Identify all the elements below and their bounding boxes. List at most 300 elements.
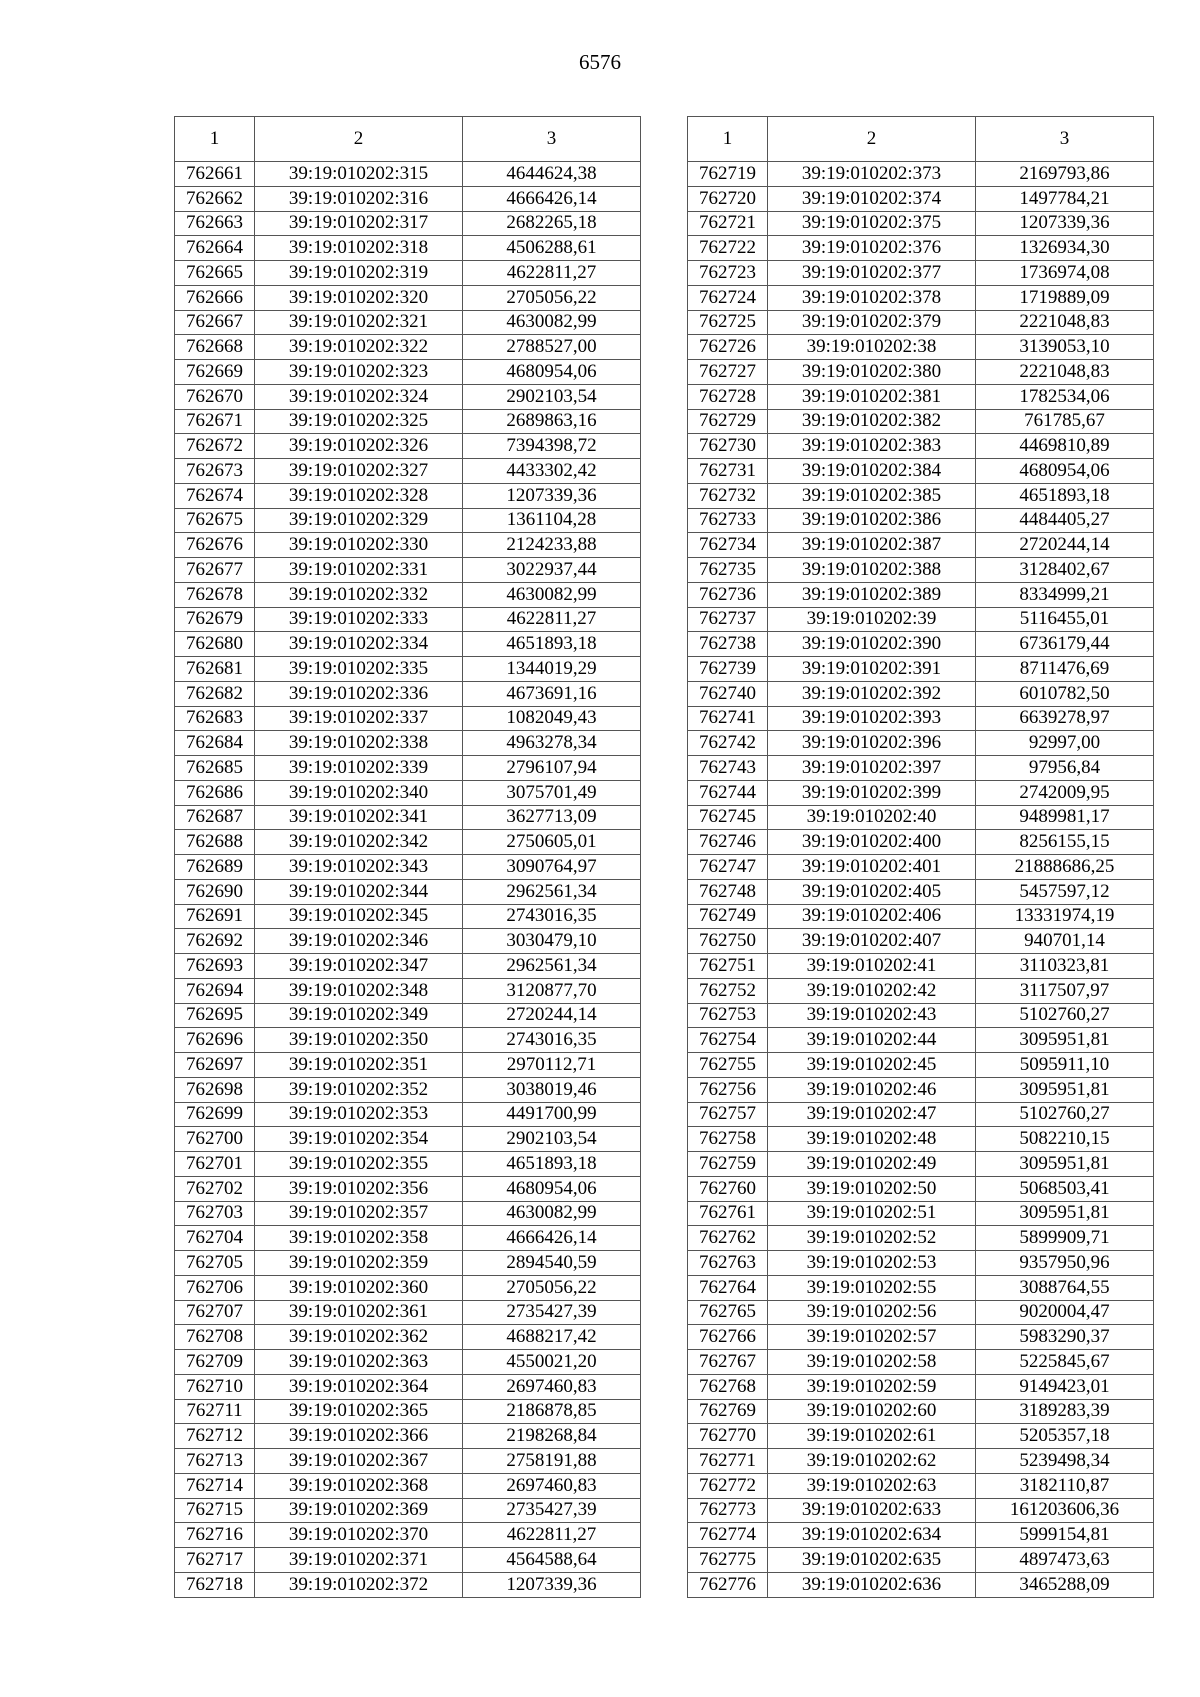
table-row	[688, 459, 1154, 484]
table-row	[688, 1176, 1154, 1201]
row-number-cell: 762714	[175, 1473, 255, 1498]
value-cell: 3465288,09	[976, 1572, 1154, 1597]
row-number-cell: 762732	[688, 483, 768, 508]
row-number-cell: 762742	[688, 731, 768, 756]
row-number-cell: 762673	[175, 459, 255, 484]
table-row	[175, 261, 641, 286]
cadastral-number-cell: 39:19:010202:349	[255, 1003, 463, 1028]
table-row	[175, 211, 641, 236]
table-row	[175, 1325, 641, 1350]
table-row	[175, 879, 641, 904]
cadastral-number-cell: 39:19:010202:636	[768, 1572, 976, 1597]
value-cell: 1361104,28	[463, 508, 641, 533]
value-cell: 940701,14	[976, 929, 1154, 954]
value-cell: 5983290,37	[976, 1325, 1154, 1350]
table-row	[688, 954, 1154, 979]
table-row	[175, 929, 641, 954]
value-cell: 3022937,44	[463, 558, 641, 583]
table-row	[688, 236, 1154, 261]
table-row	[175, 434, 641, 459]
row-number-cell: 762765	[688, 1300, 768, 1325]
table-row	[688, 558, 1154, 583]
row-number-cell: 762661	[175, 162, 255, 187]
cadastral-number-cell: 39:19:010202:634	[768, 1523, 976, 1548]
value-cell: 2735427,39	[463, 1300, 641, 1325]
cadastral-number-cell: 39:19:010202:372	[255, 1572, 463, 1597]
table-row	[175, 904, 641, 929]
table-row	[688, 1201, 1154, 1226]
cadastral-number-cell: 39:19:010202:53	[768, 1251, 976, 1276]
table-row	[175, 409, 641, 434]
row-number-cell: 762718	[175, 1572, 255, 1597]
cadastral-number-cell: 39:19:010202:334	[255, 632, 463, 657]
row-number-cell: 762684	[175, 731, 255, 756]
table-row	[175, 681, 641, 706]
value-cell: 5999154,81	[976, 1523, 1154, 1548]
cadastral-number-cell: 39:19:010202:61	[768, 1424, 976, 1449]
cadastral-number-cell: 39:19:010202:352	[255, 1077, 463, 1102]
row-number-cell: 762760	[688, 1176, 768, 1201]
row-number-cell: 762717	[175, 1548, 255, 1573]
row-number-cell: 762724	[688, 285, 768, 310]
value-cell: 3090764,97	[463, 855, 641, 880]
table-row	[175, 1548, 641, 1573]
cadastral-number-cell: 39:19:010202:341	[255, 805, 463, 830]
value-cell: 4484405,27	[976, 508, 1154, 533]
row-number-cell: 762772	[688, 1473, 768, 1498]
table-row	[175, 1102, 641, 1127]
value-cell: 2221048,83	[976, 360, 1154, 385]
table-row	[175, 1275, 641, 1300]
cadastral-number-cell: 39:19:010202:405	[768, 879, 976, 904]
cadastral-number-cell: 39:19:010202:348	[255, 978, 463, 1003]
cadastral-number-cell: 39:19:010202:355	[255, 1152, 463, 1177]
value-cell: 3095951,81	[976, 1077, 1154, 1102]
cadastral-number-cell: 39:19:010202:344	[255, 879, 463, 904]
cadastral-number-cell: 39:19:010202:366	[255, 1424, 463, 1449]
table-row	[175, 830, 641, 855]
cadastral-number-cell: 39:19:010202:50	[768, 1176, 976, 1201]
cadastral-number-cell: 39:19:010202:46	[768, 1077, 976, 1102]
row-number-cell: 762671	[175, 409, 255, 434]
row-number-cell: 762703	[175, 1201, 255, 1226]
table-row	[688, 855, 1154, 880]
cadastral-number-cell: 39:19:010202:325	[255, 409, 463, 434]
table-row	[688, 929, 1154, 954]
table-row	[688, 211, 1154, 236]
value-cell: 3189283,39	[976, 1399, 1154, 1424]
cadastral-number-cell: 39:19:010202:345	[255, 904, 463, 929]
row-number-cell: 762767	[688, 1350, 768, 1375]
table-row	[688, 1449, 1154, 1474]
table-row	[688, 1424, 1154, 1449]
cadastral-number-cell: 39:19:010202:385	[768, 483, 976, 508]
table-row	[688, 830, 1154, 855]
table-row	[688, 582, 1154, 607]
cadastral-number-cell: 39:19:010202:321	[255, 310, 463, 335]
cadastral-number-cell: 39:19:010202:322	[255, 335, 463, 360]
value-cell: 5082210,15	[976, 1127, 1154, 1152]
value-cell: 5095911,10	[976, 1053, 1154, 1078]
cadastral-number-cell: 39:19:010202:364	[255, 1374, 463, 1399]
cadastral-number-cell: 39:19:010202:397	[768, 756, 976, 781]
value-cell: 4506288,61	[463, 236, 641, 261]
table-row	[175, 533, 641, 558]
table-row	[175, 162, 641, 187]
cadastral-number-cell: 39:19:010202:327	[255, 459, 463, 484]
row-number-cell: 762774	[688, 1523, 768, 1548]
value-cell: 2970112,71	[463, 1053, 641, 1078]
row-number-cell: 762734	[688, 533, 768, 558]
row-number-cell: 762746	[688, 830, 768, 855]
row-number-cell: 762729	[688, 409, 768, 434]
row-number-cell: 762668	[175, 335, 255, 360]
table-row	[175, 1350, 641, 1375]
row-number-cell: 762749	[688, 904, 768, 929]
row-number-cell: 762736	[688, 582, 768, 607]
cadastral-number-cell: 39:19:010202:342	[255, 830, 463, 855]
cadastral-number-cell: 39:19:010202:316	[255, 186, 463, 211]
cadastral-number-cell: 39:19:010202:351	[255, 1053, 463, 1078]
cadastral-number-cell: 39:19:010202:38	[768, 335, 976, 360]
table-row	[688, 1572, 1154, 1597]
cadastral-number-cell: 39:19:010202:376	[768, 236, 976, 261]
cadastral-number-cell: 39:19:010202:354	[255, 1127, 463, 1152]
row-number-cell: 762665	[175, 261, 255, 286]
cadastral-number-cell: 39:19:010202:407	[768, 929, 976, 954]
cadastral-number-cell: 39:19:010202:379	[768, 310, 976, 335]
table-row	[175, 805, 641, 830]
table-row	[175, 1399, 641, 1424]
cadastral-number-cell: 39:19:010202:42	[768, 978, 976, 1003]
cadastral-number-cell: 39:19:010202:360	[255, 1275, 463, 1300]
cadastral-number-cell: 39:19:010202:340	[255, 780, 463, 805]
row-number-cell: 762702	[175, 1176, 255, 1201]
row-number-cell: 762766	[688, 1325, 768, 1350]
cadastral-number-cell: 39:19:010202:339	[255, 756, 463, 781]
row-number-cell: 762682	[175, 681, 255, 706]
cadastral-number-cell: 39:19:010202:336	[255, 681, 463, 706]
table-row	[175, 756, 641, 781]
cadastral-number-cell: 39:19:010202:370	[255, 1523, 463, 1548]
value-cell: 1207339,36	[463, 1572, 641, 1597]
row-number-cell: 762764	[688, 1275, 768, 1300]
row-number-cell: 762685	[175, 756, 255, 781]
value-cell: 1497784,21	[976, 186, 1154, 211]
row-number-cell: 762707	[175, 1300, 255, 1325]
cadastral-number-cell: 39:19:010202:357	[255, 1201, 463, 1226]
row-number-cell: 762719	[688, 162, 768, 187]
cadastral-number-cell: 39:19:010202:363	[255, 1350, 463, 1375]
column-header-3: 3	[463, 117, 641, 162]
cadastral-number-cell: 39:19:010202:401	[768, 855, 976, 880]
row-number-cell: 762672	[175, 434, 255, 459]
table-row	[175, 582, 641, 607]
value-cell: 92997,00	[976, 731, 1154, 756]
value-cell: 3038019,46	[463, 1077, 641, 1102]
value-cell: 2697460,83	[463, 1374, 641, 1399]
table-row	[688, 1350, 1154, 1375]
value-cell: 4491700,99	[463, 1102, 641, 1127]
table-row	[175, 954, 641, 979]
cadastral-number-cell: 39:19:010202:356	[255, 1176, 463, 1201]
cadastral-number-cell: 39:19:010202:51	[768, 1201, 976, 1226]
table-row	[688, 1251, 1154, 1276]
cadastral-number-cell: 39:19:010202:41	[768, 954, 976, 979]
value-cell: 6736179,44	[976, 632, 1154, 657]
cadastral-number-cell: 39:19:010202:396	[768, 731, 976, 756]
cadastral-number-cell: 39:19:010202:633	[768, 1498, 976, 1523]
table-row	[688, 805, 1154, 830]
cadastral-number-cell: 39:19:010202:359	[255, 1251, 463, 1276]
table-row	[688, 310, 1154, 335]
value-cell: 9020004,47	[976, 1300, 1154, 1325]
row-number-cell: 762690	[175, 879, 255, 904]
row-number-cell: 762687	[175, 805, 255, 830]
row-number-cell: 762744	[688, 780, 768, 805]
cadastral-number-cell: 39:19:010202:399	[768, 780, 976, 805]
table-row	[688, 384, 1154, 409]
table-row	[175, 384, 641, 409]
row-number-cell: 762697	[175, 1053, 255, 1078]
value-cell: 4630082,99	[463, 582, 641, 607]
row-number-cell: 762726	[688, 335, 768, 360]
row-number-cell: 762743	[688, 756, 768, 781]
cadastral-number-cell: 39:19:010202:59	[768, 1374, 976, 1399]
value-cell: 4644624,38	[463, 162, 641, 187]
value-cell: 1326934,30	[976, 236, 1154, 261]
value-cell: 7394398,72	[463, 434, 641, 459]
row-number-cell: 762753	[688, 1003, 768, 1028]
cadastral-number-cell: 39:19:010202:380	[768, 360, 976, 385]
value-cell: 2186878,85	[463, 1399, 641, 1424]
value-cell: 2796107,94	[463, 756, 641, 781]
cadastral-number-cell: 39:19:010202:365	[255, 1399, 463, 1424]
value-cell: 3128402,67	[976, 558, 1154, 583]
value-cell: 1782534,06	[976, 384, 1154, 409]
value-cell: 4622811,27	[463, 261, 641, 286]
cadastral-number-cell: 39:19:010202:346	[255, 929, 463, 954]
table-row	[175, 1251, 641, 1276]
table-row	[175, 706, 641, 731]
value-cell: 4469810,89	[976, 434, 1154, 459]
cadastral-number-cell: 39:19:010202:384	[768, 459, 976, 484]
row-number-cell: 762728	[688, 384, 768, 409]
table-row	[688, 360, 1154, 385]
value-cell: 4680954,06	[463, 1176, 641, 1201]
value-cell: 3030479,10	[463, 929, 641, 954]
row-number-cell: 762750	[688, 929, 768, 954]
table-row	[175, 483, 641, 508]
table-row	[688, 186, 1154, 211]
table-row	[688, 978, 1154, 1003]
table-row	[688, 1399, 1154, 1424]
value-cell: 2902103,54	[463, 384, 641, 409]
table-row	[175, 1003, 641, 1028]
row-number-cell: 762713	[175, 1449, 255, 1474]
row-number-cell: 762776	[688, 1572, 768, 1597]
value-cell: 8256155,15	[976, 830, 1154, 855]
table-row	[688, 285, 1154, 310]
value-cell: 4963278,34	[463, 731, 641, 756]
row-number-cell: 762763	[688, 1251, 768, 1276]
row-number-cell: 762720	[688, 186, 768, 211]
table-row	[688, 1077, 1154, 1102]
value-cell: 5102760,27	[976, 1102, 1154, 1127]
row-number-cell: 762747	[688, 855, 768, 880]
row-number-cell: 762699	[175, 1102, 255, 1127]
cadastral-number-cell: 39:19:010202:52	[768, 1226, 976, 1251]
row-number-cell: 762708	[175, 1325, 255, 1350]
value-cell: 5205357,18	[976, 1424, 1154, 1449]
row-number-cell: 762738	[688, 632, 768, 657]
cadastral-number-cell: 39:19:010202:343	[255, 855, 463, 880]
table-row	[175, 780, 641, 805]
cadastral-number-cell: 39:19:010202:60	[768, 1399, 976, 1424]
value-cell: 8711476,69	[976, 657, 1154, 682]
value-cell: 2742009,95	[976, 780, 1154, 805]
row-number-cell: 762674	[175, 483, 255, 508]
row-number-cell: 762693	[175, 954, 255, 979]
table-row	[175, 1300, 641, 1325]
table-row	[175, 285, 641, 310]
cadastral-number-cell: 39:19:010202:45	[768, 1053, 976, 1078]
row-number-cell: 762768	[688, 1374, 768, 1399]
table-row	[688, 533, 1154, 558]
value-cell: 2720244,14	[976, 533, 1154, 558]
row-number-cell: 762695	[175, 1003, 255, 1028]
cadastral-number-cell: 39:19:010202:388	[768, 558, 976, 583]
value-cell: 97956,84	[976, 756, 1154, 781]
row-number-cell: 762678	[175, 582, 255, 607]
column-header-2: 2	[255, 117, 463, 162]
header-row	[175, 117, 641, 162]
row-number-cell: 762666	[175, 285, 255, 310]
row-number-cell: 762680	[175, 632, 255, 657]
row-number-cell: 762775	[688, 1548, 768, 1573]
cadastral-number-cell: 39:19:010202:377	[768, 261, 976, 286]
table-row	[688, 162, 1154, 187]
value-cell: 2788527,00	[463, 335, 641, 360]
value-cell: 4666426,14	[463, 186, 641, 211]
cadastral-number-cell: 39:19:010202:386	[768, 508, 976, 533]
cadastral-number-cell: 39:19:010202:326	[255, 434, 463, 459]
table-row	[175, 1572, 641, 1597]
value-cell: 6639278,97	[976, 706, 1154, 731]
row-number-cell: 762730	[688, 434, 768, 459]
table-row	[688, 1275, 1154, 1300]
cadastral-number-cell: 39:19:010202:383	[768, 434, 976, 459]
table-row	[175, 236, 641, 261]
cadastral-number-cell: 39:19:010202:44	[768, 1028, 976, 1053]
table-row	[688, 508, 1154, 533]
cadastral-number-cell: 39:19:010202:329	[255, 508, 463, 533]
table-row	[175, 335, 641, 360]
table-row	[688, 483, 1154, 508]
cadastral-number-cell: 39:19:010202:63	[768, 1473, 976, 1498]
value-cell: 3088764,55	[976, 1275, 1154, 1300]
table-row	[175, 1077, 641, 1102]
table-row	[688, 1152, 1154, 1177]
row-number-cell: 762721	[688, 211, 768, 236]
value-cell: 3095951,81	[976, 1201, 1154, 1226]
cadastral-number-cell: 39:19:010202:387	[768, 533, 976, 558]
cadastral-number-cell: 39:19:010202:367	[255, 1449, 463, 1474]
value-cell: 2735427,39	[463, 1498, 641, 1523]
row-number-cell: 762662	[175, 186, 255, 211]
row-number-cell: 762773	[688, 1498, 768, 1523]
column-header-1: 1	[175, 117, 255, 162]
row-number-cell: 762727	[688, 360, 768, 385]
value-cell: 4651893,18	[463, 1152, 641, 1177]
value-cell: 9149423,01	[976, 1374, 1154, 1399]
cadastral-number-cell: 39:19:010202:315	[255, 162, 463, 187]
table-row	[175, 855, 641, 880]
table-row	[688, 1300, 1154, 1325]
value-cell: 5068503,41	[976, 1176, 1154, 1201]
table-row	[688, 657, 1154, 682]
table-row	[175, 508, 641, 533]
row-number-cell: 762689	[175, 855, 255, 880]
cadastral-number-cell: 39:19:010202:55	[768, 1275, 976, 1300]
value-cell: 4550021,20	[463, 1350, 641, 1375]
value-cell: 2705056,22	[463, 285, 641, 310]
row-number-cell: 762696	[175, 1028, 255, 1053]
row-number-cell: 762762	[688, 1226, 768, 1251]
table-row	[688, 1226, 1154, 1251]
value-cell: 3627713,09	[463, 805, 641, 830]
row-number-cell: 762675	[175, 508, 255, 533]
cadastral-number-cell: 39:19:010202:332	[255, 582, 463, 607]
column-header-3: 3	[976, 117, 1154, 162]
row-number-cell: 762692	[175, 929, 255, 954]
value-cell: 5102760,27	[976, 1003, 1154, 1028]
value-cell: 3110323,81	[976, 954, 1154, 979]
table-row	[688, 1102, 1154, 1127]
table-row	[175, 1127, 641, 1152]
row-number-cell: 762688	[175, 830, 255, 855]
cadastral-number-cell: 39:19:010202:368	[255, 1473, 463, 1498]
row-number-cell: 762751	[688, 954, 768, 979]
row-number-cell: 762745	[688, 805, 768, 830]
value-cell: 4651893,18	[463, 632, 641, 657]
value-cell: 761785,67	[976, 409, 1154, 434]
cadastral-number-cell: 39:19:010202:49	[768, 1152, 976, 1177]
table-row	[688, 1127, 1154, 1152]
cadastral-number-cell: 39:19:010202:330	[255, 533, 463, 558]
table-row	[688, 607, 1154, 632]
row-number-cell: 762771	[688, 1449, 768, 1474]
value-cell: 3182110,87	[976, 1473, 1154, 1498]
row-number-cell: 762770	[688, 1424, 768, 1449]
cadastral-number-cell: 39:19:010202:317	[255, 211, 463, 236]
table-row	[688, 756, 1154, 781]
row-number-cell: 762698	[175, 1077, 255, 1102]
table-row	[688, 1473, 1154, 1498]
value-cell: 6010782,50	[976, 681, 1154, 706]
cadastral-number-cell: 39:19:010202:347	[255, 954, 463, 979]
row-number-cell: 762676	[175, 533, 255, 558]
row-number-cell: 762754	[688, 1028, 768, 1053]
cadastral-number-cell: 39:19:010202:43	[768, 1003, 976, 1028]
row-number-cell: 762710	[175, 1374, 255, 1399]
table-row	[175, 360, 641, 385]
cadastral-number-cell: 39:19:010202:392	[768, 681, 976, 706]
value-cell: 4680954,06	[976, 459, 1154, 484]
row-number-cell: 762757	[688, 1102, 768, 1127]
value-cell: 1082049,43	[463, 706, 641, 731]
table-row	[175, 1374, 641, 1399]
